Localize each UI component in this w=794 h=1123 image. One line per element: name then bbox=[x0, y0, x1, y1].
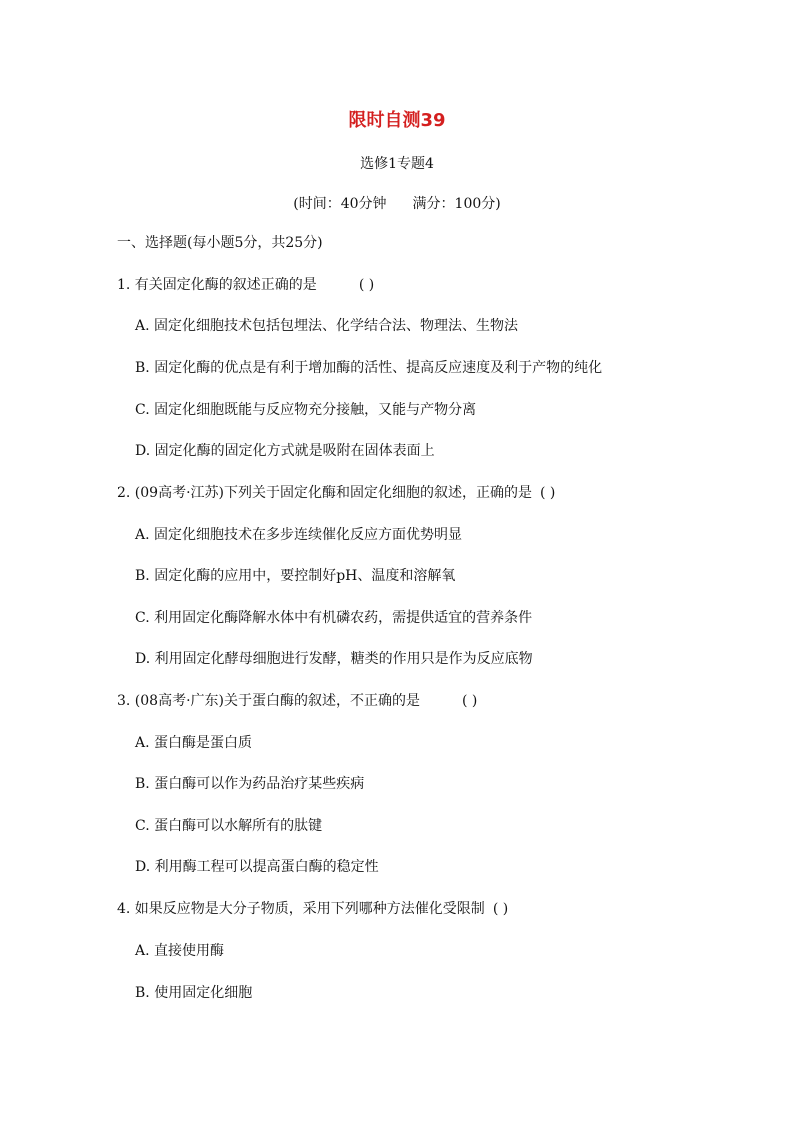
option-b: B. 固定化酶的优点是有利于增加酶的活性、提高反应速度及利于产物的纯化 bbox=[135, 360, 603, 376]
section-heading: 一、选择题(每小题5分，共25分) bbox=[117, 235, 323, 251]
time-limit: (时间：40分钟 bbox=[293, 196, 387, 212]
question-1 bbox=[117, 276, 374, 294]
answer-paren: ( ) bbox=[358, 277, 375, 293]
option-a: A. 固定化细胞技术包括包埋法、化学结合法、物理法、生物法 bbox=[135, 318, 519, 334]
option-d: D. 利用固定化酵母细胞进行发酵，糖类的作用只是作为反应底物 bbox=[135, 651, 533, 667]
full-score: 满分：100分) bbox=[412, 196, 501, 212]
question-stem: 4. 如果反应物是大分子物质，采用下列哪种方法催化受限制 bbox=[117, 901, 485, 917]
answer-paren: ( ) bbox=[540, 485, 556, 501]
option-b: B. 蛋白酶可以作为药品治疗某些疾病 bbox=[135, 776, 365, 792]
exam-meta bbox=[0, 193, 794, 213]
option-b: B. 使用固定化细胞 bbox=[135, 985, 253, 1001]
option-a: A. 固定化细胞技术在多步连续催化反应方面优势明显 bbox=[135, 527, 463, 543]
question-4 bbox=[117, 900, 508, 918]
option-d: D. 利用酶工程可以提高蛋白酶的稳定性 bbox=[135, 859, 379, 875]
question-stem: 2. (09高考·江苏)下列关于固定化酶和固定化细胞的叙述，正确的是 bbox=[117, 485, 532, 501]
option-b: B. 固定化酶的应用中，要控制好pH、温度和溶解氧 bbox=[135, 568, 456, 584]
question-stem: 3. (08高考·广东)关于蛋白酶的叙述，不正确的是 bbox=[117, 693, 420, 709]
question-2 bbox=[117, 484, 555, 502]
option-c: C. 蛋白酶可以水解所有的肽键 bbox=[135, 818, 323, 834]
option-c: C. 利用固定化酶降解水体中有机磷农药，需提供适宜的营养条件 bbox=[135, 610, 533, 626]
answer-paren: ( ) bbox=[462, 693, 478, 709]
option-a: A. 直接使用酶 bbox=[135, 943, 225, 959]
option-c: C. 固定化细胞既能与反应物充分接触，又能与产物分离 bbox=[135, 402, 477, 418]
question-3 bbox=[117, 692, 477, 710]
option-a: A. 蛋白酶是蛋白质 bbox=[135, 735, 253, 751]
page-title: 限时自测39 bbox=[348, 110, 446, 131]
option-d: D. 固定化酶的固定化方式就是吸附在固体表面上 bbox=[135, 443, 435, 459]
answer-paren: ( ) bbox=[492, 901, 509, 917]
question-stem: 1. 有关固定化酶的叙述正确的是 bbox=[117, 277, 317, 293]
page-subtitle: 选修1专题4 bbox=[360, 156, 434, 172]
